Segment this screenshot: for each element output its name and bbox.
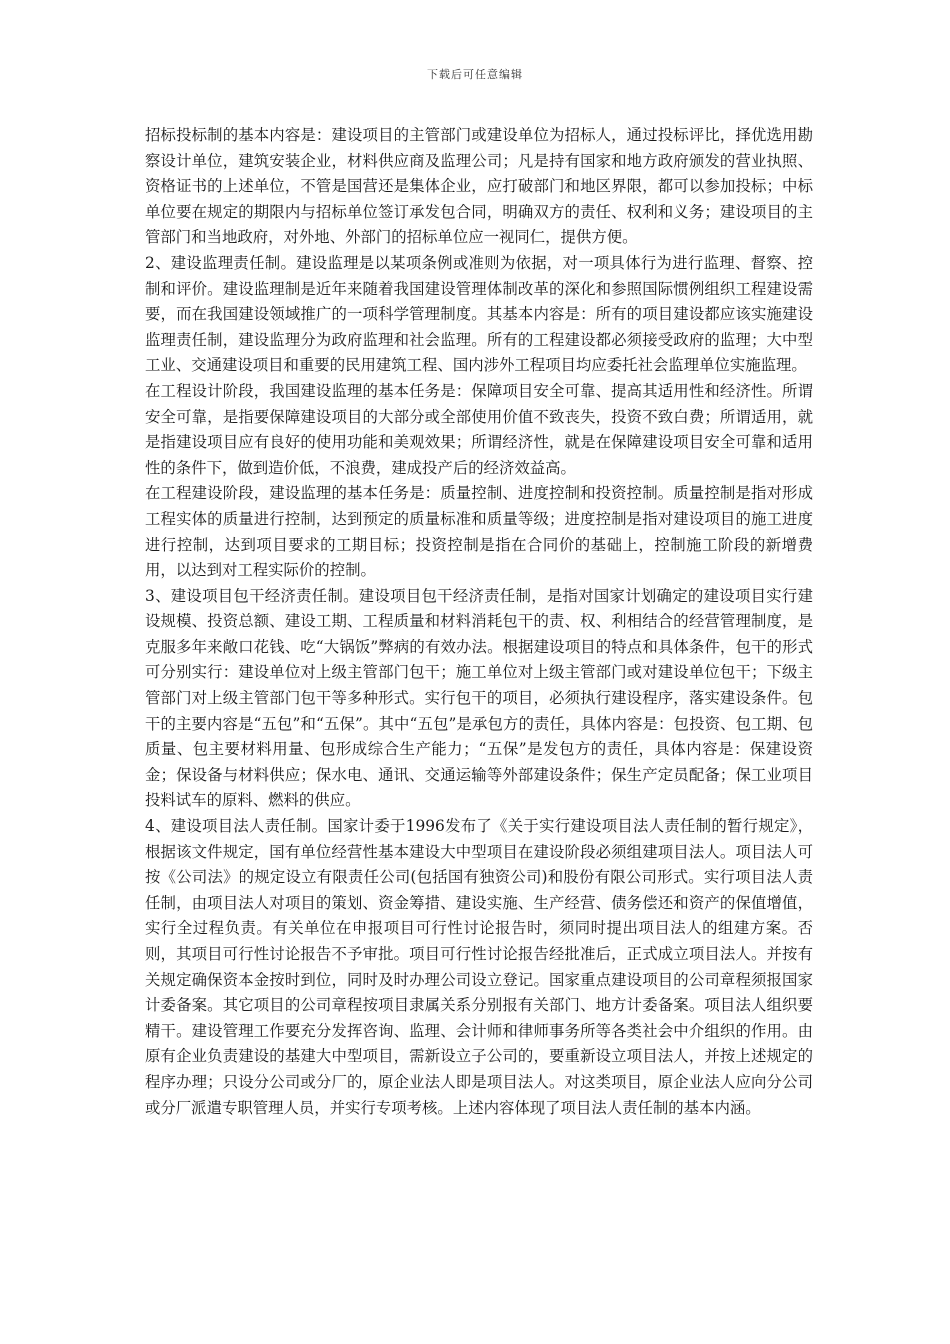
paragraph-legal-person-responsibility: 4、建设项目法人责任制。国家计委于1996发布了《关于实行建设项目法人责任制的暂行规定》，根据该文件规定，国有单位经营性基本建设大中型项目在建设阶段必须组建项目法人。项目法人可按《公司法》的规定设立有限责任公司(包括国有独资公司)和股份有限公司形式。实行项目法人责任制，由项目法人对项目的策划、资金筹措、建设实施、生产经营、债务偿还和资产的保值增值，实行全过程负责。有关单位在申报项目可行性讨论报告时，须同时提出项目法人的组建方案。否则，其项目可行性讨论报告不予审批。项目可行性讨论报告经批准后，正式成立项目法人。并按有关规定确保资本金按时到位，同时及时办理公司设立登记。国家重点建设项目的公司章程须报国家计委备案。其它项目的公司章程按项目隶属关系分别报有关部门、地方计委备案。项目法人组织要精干。建设管理工作要充分发挥咨询、监理、会计师和律师事务所等各类社会中介组织的作用。由原有企业负责建设的基建大中型项目，需新设立子公司的，要重新设立项目法人，并按上述规定的程序办理；只设分公司或分厂的，原企业法人即是项目法人。对这类项目，原企业法人应向分公司或分厂派遣专职管理人员，并实行专项考核。上述内容体现了项目法人责任制的基本内涵。 xyxy=(145,817,813,1117)
paragraph-supervision-system: 2、建设监理责任制。建设监理是以某项条例或准则为依据，对一项具体行为进行监理、督察、控制和评价。建设监理制是近年来随着我国建设管理体制改革的深化和参照国际惯例组织工程建设需要，而在我国建设领域推广的一项科学管理制度。其基本内容是：所有的项目建设都应该实施建设监理责任制，建设监理分为政府监理和社会监理。所有的工程建设都必须接受政府的监理；大中型工业、交通建设项目和重要的民用建筑工程、国内涉外工程项目均应委托社会监理单位实施监理。 xyxy=(145,253,813,375)
document-body xyxy=(145,123,813,1121)
paragraph-contract-responsibility: 3、建设项目包干经济责任制。建设项目包干经济责任制，是指对国家计划确定的建设项目实行建设规模、投资总额、建设工期、工程质量和材料消耗包干的责、权、利相结合的经营管理制度，是克服多年来敞口花钱、吃“大锅饭”弊病的有效办法。根据建设项目的特点和具体条件，包干的形式可分别实行：建设单位对上级主管部门包干；施工单位对上级主管部门或对建设单位包干；下级主管部门对上级主管部门包干等多种形式。实行包干的项目，必须执行建设程序，落实建设条件。包干的主要内容是“五包”和“五保”。其中“五包”是承包方的责任，具体内容是：包投资、包工期、包质量、包主要材料用量、包形成综合生产能力；“五保”是发包方的责任，具体内容是：保建设资金；保设备与材料供应；保水电、通讯、交通运输等外部建设条件；保生产定员配备；保工业项目投料试车的原料、燃料的供应。 xyxy=(145,586,813,810)
paragraph-bidding-system: 招标投标制的基本内容是：建设项目的主管部门或建设单位为招标人，通过投标评比，择优选用勘察设计单位，建筑安装企业，材料供应商及监理公司；凡是持有国家和地方政府颁发的营业执照、资格证书的上述单位，不管是国营还是集体企业，应打破部门和地区界限，都可以参加投标；中标单位要在规定的期限内与招标单位签订承发包合同，明确双方的责任、权利和义务；建设项目的主管部门和当地政府，对外地、外部门的招标单位应一视同仁，提供方便。 xyxy=(145,126,813,247)
paragraph-construction-stage: 在工程建设阶段，建设监理的基本任务是：质量控制、进度控制和投资控制。质量控制是指对形成工程实体的质量进行控制，达到预定的质量标准和质量等级；进度控制是指对建设项目的施工进度进行控制，达到项目要求的工期目标；投资控制是指在合同价的基础上，控制施工阶段的新增费用，以达到对工程实际价的控制。 xyxy=(145,484,813,580)
paragraph-design-stage: 在工程设计阶段，我国建设监理的基本任务是：保障项目安全可靠、提高其适用性和经济性。所谓安全可靠，是指要保障建设项目的大部分或全部使用价值不致丧失，投资不致白费；所谓适用，就是指建设项目应有良好的使用功能和美观效果；所谓经济性，就是在保障建设项目安全可靠和适用性的条件下，做到造价低，不浪费，建成投产后的经济效益高。 xyxy=(145,381,813,477)
page-header: 下载后可任意编辑 xyxy=(427,68,523,81)
